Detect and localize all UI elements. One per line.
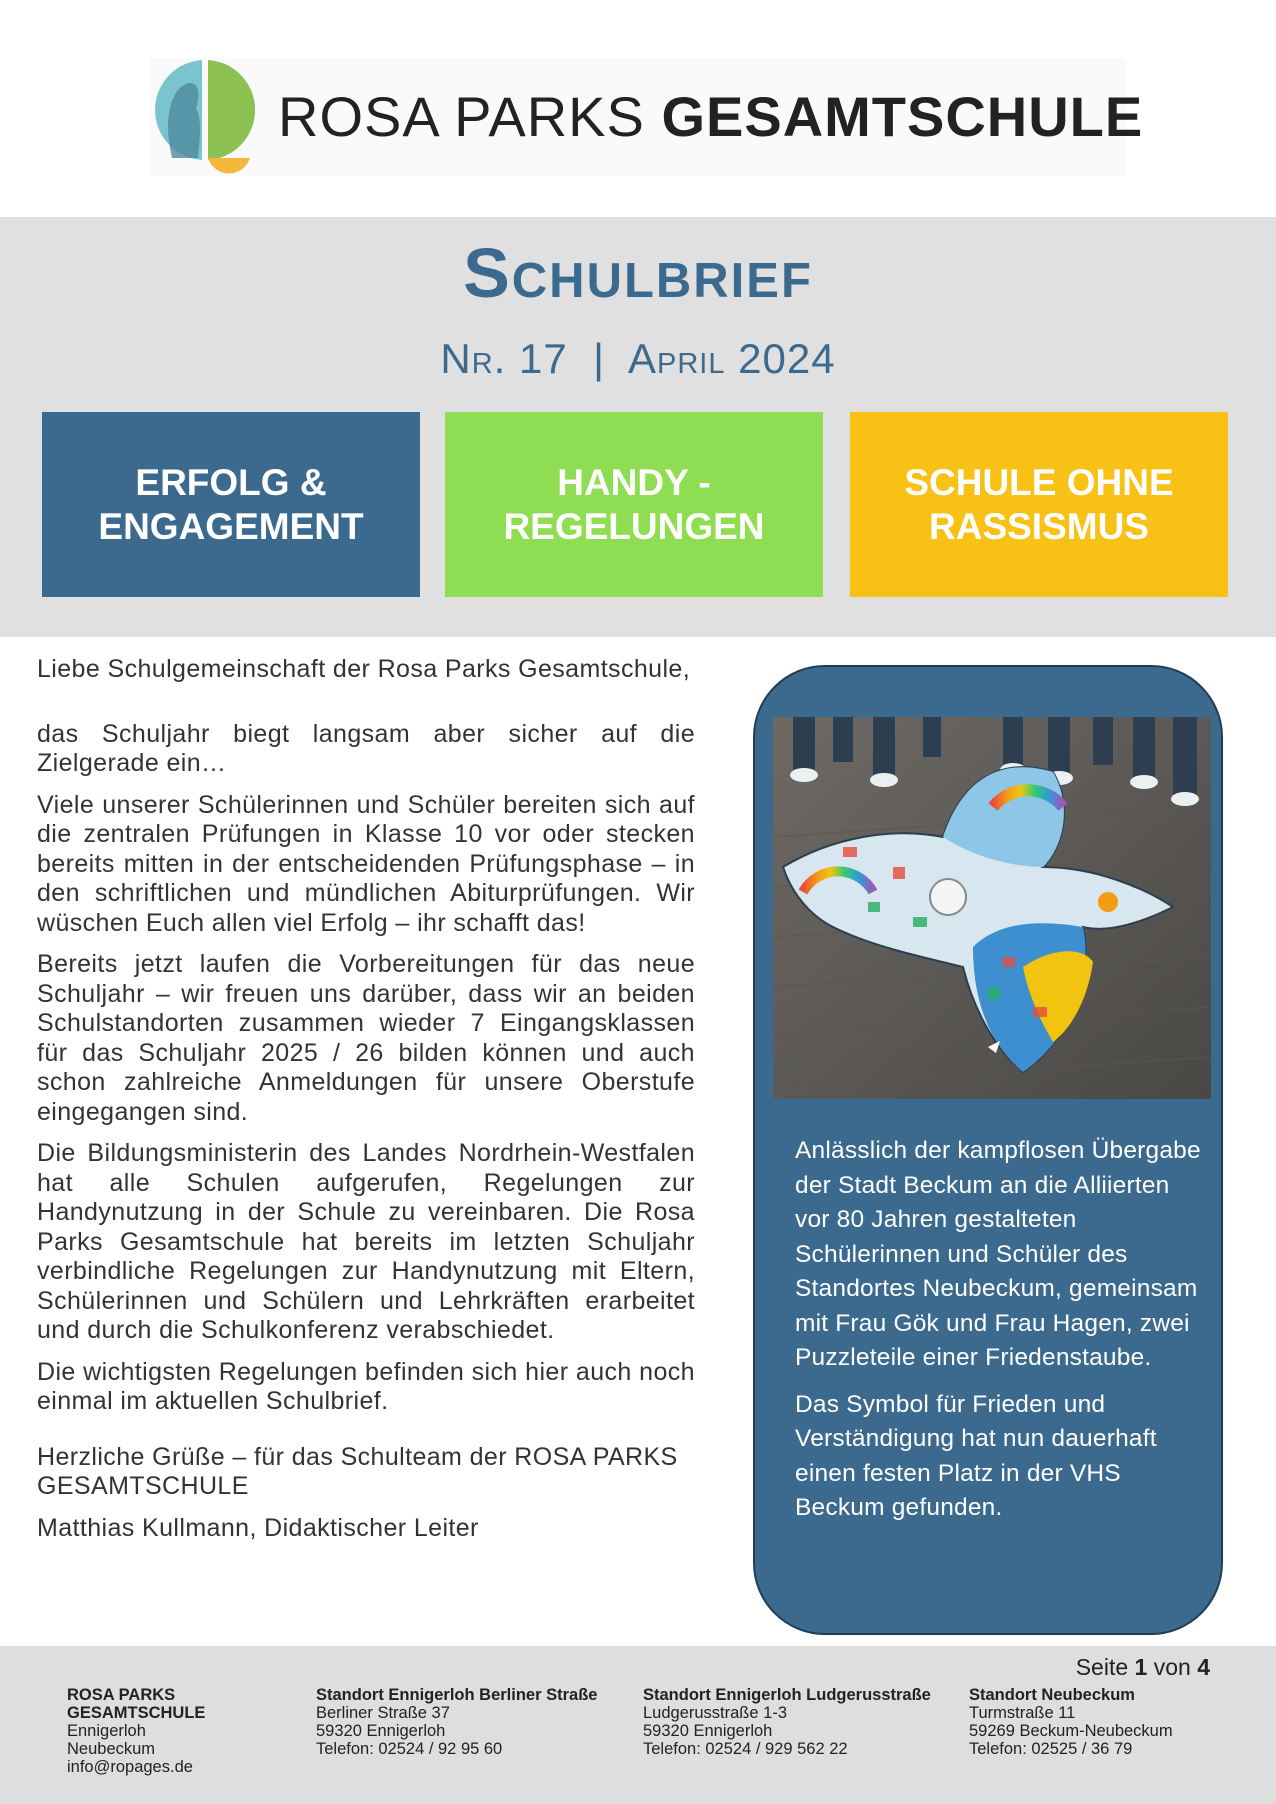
footer-line: 59269 Beckum-Neubeckum	[969, 1722, 1173, 1740]
footer-email-link[interactable]: info@ropages.de	[67, 1758, 193, 1776]
title-banner	[0, 217, 1276, 637]
letter-paragraph: Viele unserer Schülerinnen und Schüler bereiten sich auf die zentralen Prüfungen in Klasse 10 vor oder stecken bereits mitten in der entscheidenden Prüfungsphase – in den schriftlichen und mündlichen Abiturprüfungen. Wir wüschen Euch allen viel Erfolg – ihr schafft das!	[37, 790, 695, 937]
info-box	[753, 665, 1223, 1635]
page-mid: von	[1147, 1654, 1198, 1680]
letter-signature: Matthias Kullmann, Didaktischer Leiter	[37, 1513, 479, 1542]
topic-tile-rassismus: SCHULE OHNE RASSISMUS	[850, 412, 1228, 597]
page-footer	[0, 1646, 1276, 1804]
footer-location-ludgerus	[643, 1686, 931, 1758]
footer-school-info	[67, 1686, 205, 1776]
letter-paragraph: das Schuljahr biegt langsam aber sicher auf die Zielgerade ein…	[37, 719, 695, 777]
page-total: 4	[1197, 1654, 1210, 1680]
letter-paragraph: Die Bildungsministerin des Landes Nordrhein-Westfalen hat alle Schulen aufgerufen, Regelungen zur Handynutzung in der Schule zu vereinbaren. Die Rosa Parks Gesamtschule hat bereits im letzten Schuljahr verbindliche Regelungen zur Handynutzung mit Eltern, Schülerinnen und Schülern und Lehrkräften erarbeitet und durch die Schulkonferenz verabschiedet.	[37, 1139, 695, 1344]
letter-paragraph: Die wichtigsten Regelungen befinden sich hier auch noch einmal im aktuellen Schulbrief.	[37, 1357, 695, 1415]
school-name-light: ROSA PARKS	[278, 85, 645, 148]
footer-heading: Standort Ennigerloh Ludgerusstraße	[643, 1686, 931, 1704]
topic-tile-erfolg: ERFOLG & ENGAGEMENT	[42, 412, 420, 597]
footer-line: Telefon: 02525 / 36 79	[969, 1740, 1133, 1758]
school-name	[278, 85, 1144, 148]
footer-heading: Standort Ennigerloh Berliner Straße	[316, 1686, 598, 1704]
topic-tile-handy: HANDY - REGELUNGEN	[445, 412, 823, 597]
letter-greeting: Liebe Schulgemeinschaft der Rosa Parks Gesamtschule,	[37, 655, 691, 683]
footer-heading: Standort Neubeckum	[969, 1686, 1135, 1704]
footer-line: Ennigerloh	[67, 1722, 146, 1740]
footer-line: Ludgerusstraße 1-3	[643, 1704, 787, 1722]
footer-line: 59320 Ennigerloh	[643, 1722, 773, 1740]
footer-line: Berliner Straße 37	[316, 1704, 450, 1722]
footer-line: Turmstraße 11	[969, 1704, 1076, 1722]
peace-dove-image	[773, 717, 1211, 1099]
school-logo	[150, 58, 1144, 176]
newsletter-title: Schulbrief	[463, 234, 813, 312]
page-prefix: Seite	[1075, 1654, 1135, 1680]
info-paragraph: Das Symbol für Frieden und Verständigung hat nun dauerhaft einen festen Platz in der VHS Beckum gefunden.	[795, 1390, 1157, 1521]
footer-line: 59320 Ennigerloh	[316, 1722, 446, 1740]
school-name-bold: GESAMTSCHULE	[661, 85, 1144, 148]
page-current: 1	[1134, 1654, 1148, 1680]
footer-heading: ROSA PARKS GESAMTSCHULE	[67, 1686, 206, 1722]
footer-line: Telefon: 02524 / 929 562 22	[643, 1740, 848, 1758]
footer-line: Telefon: 02524 / 92 95 60	[316, 1740, 503, 1758]
school-emblem-icon	[150, 58, 260, 176]
footer-location-berliner	[316, 1686, 597, 1758]
footer-location-neubeckum	[969, 1686, 1173, 1758]
info-paragraph: Anlässlich der kampflosen Übergabe der Stadt Beckum an die Alliierten vor 80 Jahren gestalteten Schülerinnen und Schüler des Standortes Neubeckum, gemeinsam mit Frau Gök und Frau Hagen, zwei Puzzleteile einer Friedenstaube.	[795, 1137, 1201, 1371]
info-text	[795, 1134, 1205, 1538]
page-number	[1076, 1654, 1210, 1681]
issue-date: Nr. 17 | April 2024	[440, 335, 836, 382]
letter-body	[37, 655, 695, 1555]
letter-paragraph: Bereits jetzt laufen die Vorbereitungen für das neue Schuljahr – wir freuen uns darüber, dass wir an beiden Schulstandorten zusammen wieder 7 Eingangsklassen für das Schuljahr 2025 / 26 bilden können und auch schon zahlreiche Anmeldungen für unsere Oberstufe eingegangen sind.	[37, 950, 695, 1126]
peace-dove-photo	[773, 717, 1211, 1099]
footer-line: Neubeckum	[67, 1740, 156, 1758]
letter-closing: Herzliche Grüße – für das Schulteam der ROSA PARKS GESAMTSCHULE	[37, 1442, 678, 1500]
